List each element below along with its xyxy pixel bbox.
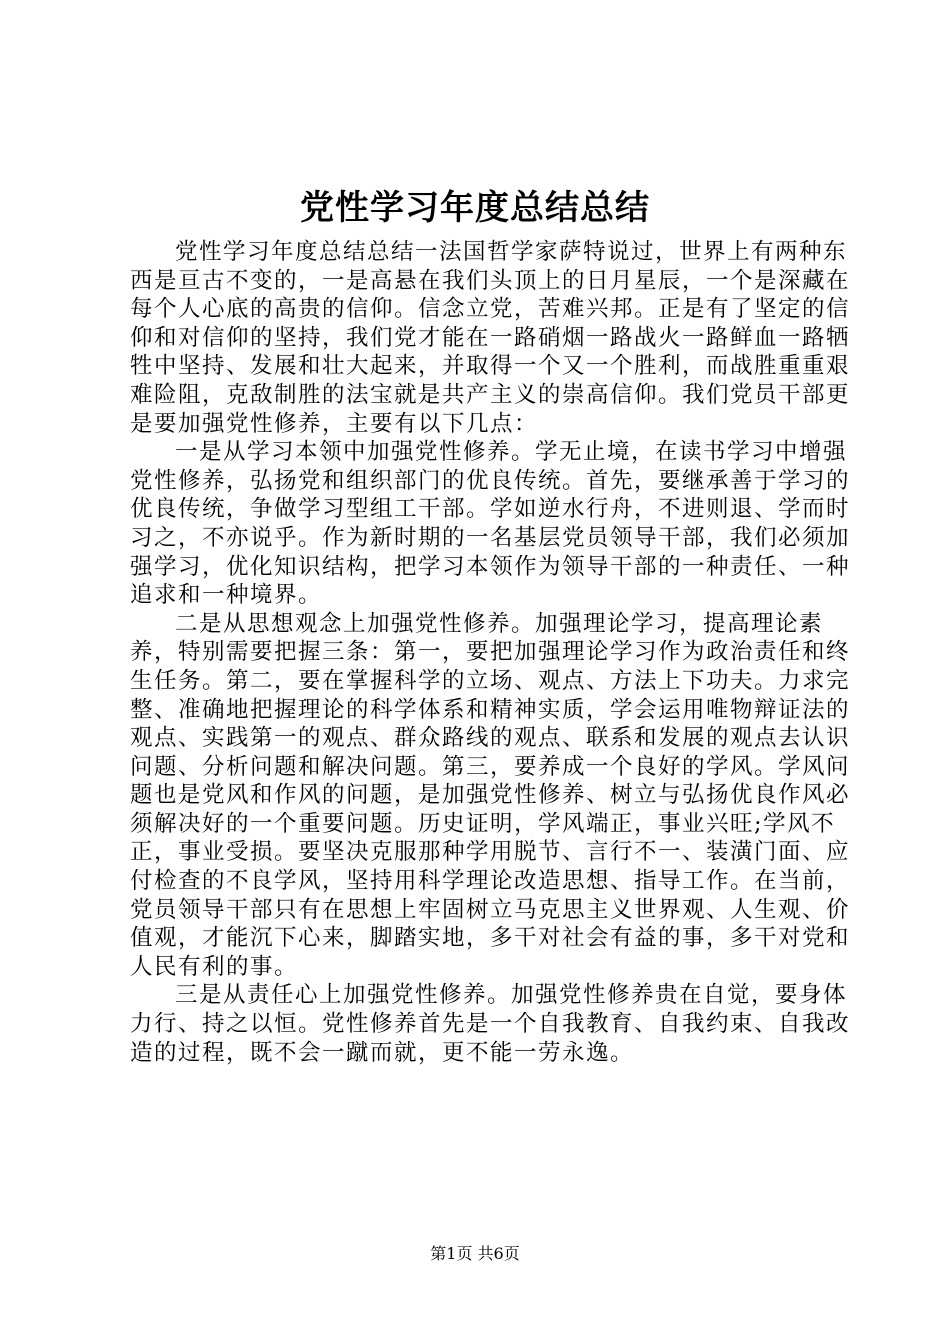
paragraph-intro: 党性学习年度总结总结一法国哲学家萨特说过，世界上有两种东西是亘古不变的，一是高悬在我们头顶上的日月星辰，一个是深藏在每个人心底的高贵的信仰。信念立党，苦难兴邦。正是有了坚定的信仰和对信仰的坚持，我们党才能在一路硝烟一路战火一路鲜血一路牺牲中坚持、发展和壮大起来，并取得一个又一个胜利，而战胜重重艰难险阻，克敌制胜的法宝就是共产主义的崇高信仰。我们党员干部更是要加强党性修养，主要有以下几点： <box>130 239 851 437</box>
paragraph-point-three: 三是从责任心上加强党性修养。加强党性修养贵在自觉，要身体力行、持之以恒。党性修养首先是一个自我教育、自我约束、自我改造的过程，既不会一蹴而就，更不能一劳永逸。 <box>130 982 851 1066</box>
document-title: 党性学习年度总结总结 <box>300 188 650 228</box>
paragraph-point-one: 一是从学习本领中加强党性修养。学无止境，在读书学习中增强党性修养，弘扬党和组织部门的优良传统。首先，要继承善于学习的优良传统，争做学习型组工干部。学如逆水行舟，不进则退、学而时习之，不亦说乎。作为新时期的一名基层党员领导干部，我们必须加强学习，优化知识结构，把学习本领作为领导干部的一种责任、一种追求和一种境界。 <box>130 439 851 609</box>
page-footer: 第1页 共6页 <box>430 1244 520 1263</box>
paragraph-point-two: 二是从思想观念上加强党性修养。加强理论学习，提高理论素养，特别需要把握三条：第一，要把加强理论学习作为政治责任和终生任务。第二，要在掌握科学的立场、观点、方法上下功夫。力求完整、准确地把握理论的科学体系和精神实质，学会运用唯物辩证法的观点、实践第一的观点、群众路线的观点、联系和发展的观点去认识问题、分析问题和解决问题。第三，要养成一个良好的学风。学风问题也是党风和作风的问题，是加强党性修养、树立与弘扬优良作风必须解决好的一个重要问题。历史证明，学风端正，事业兴旺;学风不正，事业受损。要坚决克服那种学用脱节、言行不一、装潢门面、应付检查的不良学风，坚持用科学理论改造思想、指导工作。在当前，党员领导干部只有在思想上牢固树立马克思主义世界观、人生观、价值观，才能沉下心来，脚踏实地，多干对社会有益的事，多干对党和人民有利的事。 <box>130 610 851 980</box>
document-body <box>130 238 850 1067</box>
